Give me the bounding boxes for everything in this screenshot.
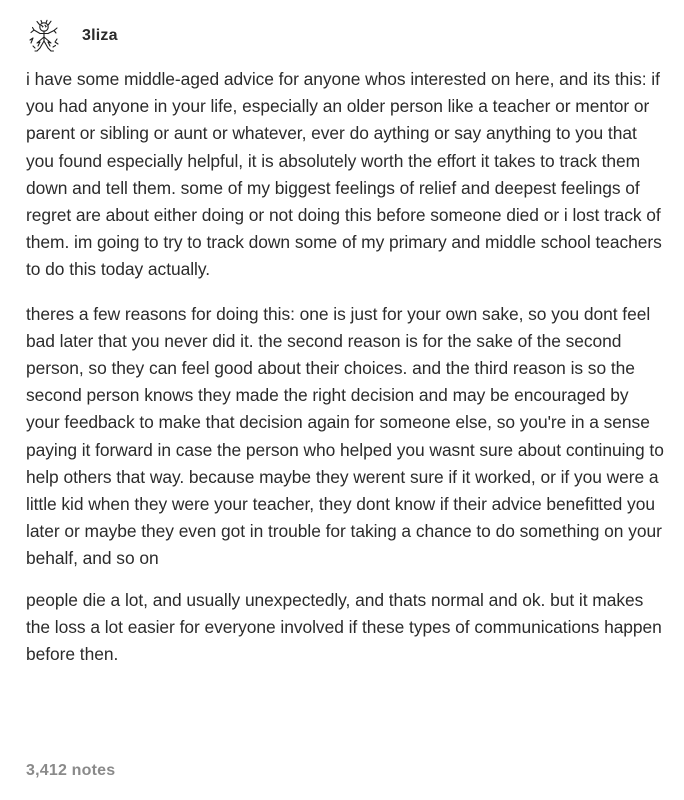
- post-paragraph: i have some middle-aged advice for anyone whos interested on here, and its this: if you had anyone in your life, especially an older person like a teacher or mentor or parent or sibling or aunt or whatever, ever do aything or say anything to you that you found especially helpful, it is absolutely worth the effort it takes to track them down and tell them. some of my biggest feelings of relief and deepest feelings of regret are about either doing or not doing this before someone died or i lost track of them. im going to try to track down some of my primary and middle school teachers to do this today actually.: [26, 69, 662, 280]
- post-body: [26, 66, 666, 682]
- post-paragraph: people die a lot, and usually unexpectedly, and thats normal and ok. but it makes the loss a lot easier for everyone involved if these types of communications happen before then.: [26, 589, 662, 665]
- post-paragraph: theres a few reasons for doing this: one is just for your own sake, so you dont feel bad later that you never did it. the second reason is for the sake of the second person, so they can feel good about their choices. and the third reason is so the second person knows they made the right decision and may be encouraged by your feedback to make that decision again for someone else, so you're in a sense paying it forward in case the person who helped you wasnt sure about continuing to help others that way. because maybe they werent sure if it worked, or if you were a little kid when they were your teacher, they dont know if their advice benefitted you later or maybe they even got in trouble for taking a chance to do something on your behalf, and so on: [26, 303, 664, 569]
- post-header: [26, 17, 118, 55]
- avatar[interactable]: [26, 18, 62, 54]
- username[interactable]: 3liza: [82, 27, 118, 44]
- notes-count[interactable]: 3,412 notes: [26, 762, 116, 779]
